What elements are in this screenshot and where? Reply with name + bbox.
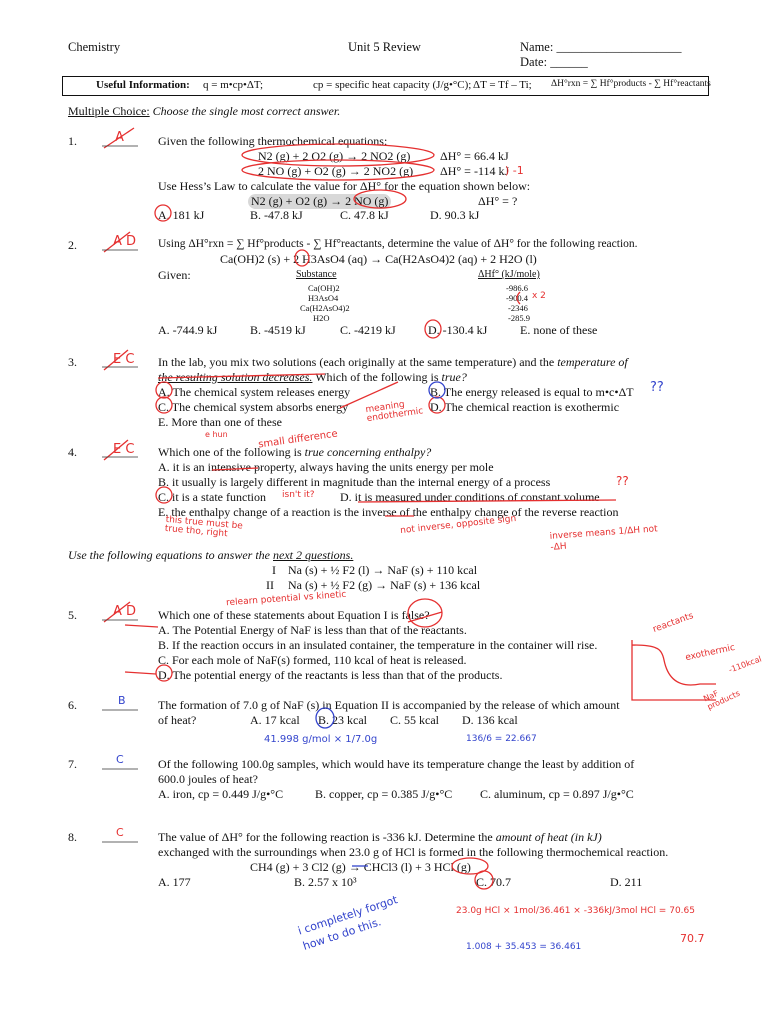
q3-choice-e[interactable]: E. More than one of these: [158, 415, 282, 429]
q6-choice-d[interactable]: D. 136 kcal: [462, 713, 518, 727]
q2-choice-d[interactable]: D. -130.4 kJ: [428, 323, 488, 337]
q4-stem-a: Which one of the following is: [158, 445, 302, 459]
q2-number: 2.: [68, 238, 77, 252]
q2-choice-e[interactable]: E. none of these: [520, 323, 598, 337]
q2-value-3: -2346: [508, 303, 528, 313]
q8-ink-calc: 23.0g HCl × 1mol/36.461 × -336kJ/3mol HCl = 70.65: [456, 906, 695, 916]
q7-choice-a[interactable]: A. iron, cp = 0.449 J/g•°C: [158, 787, 284, 801]
q5-a-arrow: [125, 625, 158, 627]
q4-answer-mark: E C: [113, 442, 135, 457]
q4-ink-isnt: isn't it?: [282, 490, 315, 500]
q1-number: 1.: [68, 134, 77, 148]
q3-number: 3.: [68, 355, 77, 369]
q1-hess: Use Hess’s Law to calculate the value for ΔH° for the equation shown below:: [158, 179, 531, 193]
q2-ink-x2: x 2: [532, 291, 546, 301]
q2-given: Given:: [158, 268, 191, 282]
mc-label: Multiple Choice:: [68, 104, 150, 118]
q5-choice-b[interactable]: B. If the reaction occurs in an insulated container, the temperature in the container will rise.: [158, 638, 598, 652]
q3-choice-d[interactable]: D. The chemical reaction is exothermic: [430, 400, 620, 414]
q6-stem2: of heat?: [158, 713, 197, 727]
q3-stem-e: true?: [441, 370, 467, 384]
useful-info-box: [62, 76, 709, 96]
q2-substance-4: H2O: [313, 313, 330, 323]
q8-choice-d[interactable]: D. 211: [610, 875, 643, 889]
q2-stem: Using ΔH°rxn = ∑ Hf°products - ∑ Hf°reactants, determine the value of ΔH° for the following reaction.: [158, 238, 638, 250]
q8-reaction: CH4 (g) + 3 Cl2 (g) → CHCl3 (l) + 3 HCl (g): [250, 860, 471, 874]
q4-choice-b[interactable]: B. it usually is largely different in magnitude than the internal energy of a process: [158, 475, 551, 489]
subject-title: Chemistry: [68, 40, 121, 54]
useful-info-label: Useful Information:: [96, 79, 190, 91]
q4-ink-inverse-means: inverse means 1/ΔH not -ΔH: [549, 524, 659, 553]
date-field[interactable]: Date: ______: [520, 55, 588, 69]
mc-instruction: Choose the single most correct answer.: [152, 104, 341, 118]
q7-stem2: 600.0 joules of heat?: [158, 772, 258, 786]
q2-substance-1: Ca(OH)2: [308, 283, 340, 293]
q1-eq2-dh: ΔH° = -114 kJ: [440, 164, 510, 178]
q4-ink-not-inverse: not inverse, opposite sign: [399, 513, 517, 537]
q6-choice-a[interactable]: A. 17 kcal: [250, 713, 300, 727]
q4-choice-d[interactable]: D. it is measured under conditions of constant volume: [340, 490, 600, 504]
q8-number: 8.: [68, 830, 77, 844]
q5-stem: [158, 608, 430, 623]
q2-value-1: -986.6: [506, 283, 528, 293]
q7-choice-b[interactable]: B. copper, cp = 0.385 J/g•°C: [315, 787, 453, 801]
eq-ii-label: II: [266, 578, 274, 592]
q5-diagram-exo: exothermic: [684, 642, 736, 664]
name-field[interactable]: Name: ____________________: [520, 40, 682, 54]
q4-ink-this-true: this true must be true tho, right: [164, 514, 244, 540]
q1-choice-a[interactable]: A. 181 kJ: [158, 208, 205, 222]
q1-choice-c[interactable]: C. 47.8 kJ: [340, 208, 389, 222]
q4-ink-small: small difference: [257, 428, 339, 451]
q1-target: N2 (g) + O2 (g) → 2 NO (g): [248, 194, 391, 209]
formula-q: q = m•cp•ΔT;: [203, 79, 264, 91]
next2-emph: next 2 questions.: [273, 548, 354, 562]
q5-choice-c[interactable]: C. For each mole of NaF(s) formed, 110 kcal of heat is released.: [158, 653, 467, 667]
q4-choice-e[interactable]: E. the enthalpy change of a reaction is the inverse of the enthalpy change of the reverse reaction: [158, 505, 619, 519]
q6-ink-work: 41.998 g/mol × 1/7.0g: [264, 734, 378, 745]
q1-target-dh: ΔH° = ?: [478, 194, 518, 208]
q7-number: 7.: [68, 757, 77, 771]
q8-choice-c[interactable]: C. 70.7: [476, 875, 512, 889]
q6-stem: The formation of 7.0 g of NaF (s) in Equation II is accompanied by the release of which amount: [158, 698, 620, 712]
mc-heading: [68, 104, 340, 119]
q5-stem-a: Which one of these statements about Equation I is: [158, 608, 399, 622]
q1-answer-mark: A: [115, 130, 124, 145]
q2-substance-2: H3AsO4: [308, 293, 339, 303]
q5-choice-d[interactable]: D. The potential energy of the reactants is less than that of the products.: [158, 668, 503, 682]
q1-ink-eq2: ) -1: [505, 164, 524, 177]
q8-choice-a[interactable]: A. 177: [158, 875, 191, 889]
q1-eq2: 2 NO (g) + O2 (g) → 2 NO2 (g): [258, 164, 414, 178]
q2-substance-3: Ca(H2AsO4)2: [300, 303, 350, 313]
q2-col-hf: ΔHf° (kJ/mole): [478, 269, 540, 280]
q4-ink-qq: ??: [616, 474, 629, 488]
q3-choice-c[interactable]: C. The chemical system absorbs energy: [158, 400, 349, 414]
q2-value-4: -285.9: [508, 313, 530, 323]
unit-title: Unit 5 Review: [348, 40, 421, 54]
q3-choice-b[interactable]: B. The energy released is equal to m•c•ΔT: [430, 385, 634, 399]
next2-text: Use the following equations to answer the: [68, 548, 270, 562]
q2-choice-a[interactable]: A. -744.9 kJ: [158, 323, 218, 337]
q8-stem-b: amount of heat (in kJ): [495, 830, 602, 844]
q3-stem-a: In the lab, you mix two solutions (each originally at the same temperature) and the: [158, 355, 555, 369]
q5-diagram-products: NaF products: [702, 688, 742, 712]
q1-eq1: N2 (g) + 2 O2 (g) → 2 NO2 (g): [258, 149, 411, 163]
q8-ink-forgot: i completely forgot how to do this.: [296, 893, 400, 953]
q3-answer-mark: E C: [113, 352, 135, 367]
q2-answer-mark: A D: [113, 234, 137, 249]
q6-ink-work2: 136/6 = 22.667: [466, 734, 537, 744]
q8-answer-mark: C: [116, 826, 124, 839]
eq-ii: Na (s) + ½ F2 (g) → NaF (s) + 136 kcal: [288, 578, 481, 592]
q2-col-substance: Substance: [296, 269, 337, 280]
q7-choice-c[interactable]: C. aluminum, cp = 0.897 J/g•°C: [480, 787, 634, 801]
q7-answer-mark: C: [116, 753, 124, 766]
q1-stem: Given the following thermochemical equations:: [158, 134, 388, 148]
q2-choice-c[interactable]: C. -4219 kJ: [340, 323, 396, 337]
q4-choice-a[interactable]: A. it is an intensive property, always having the units energy per mole: [158, 460, 494, 474]
q2-reaction: Ca(OH)2 (s) + 2 H3AsO4 (aq) → Ca(H2AsO4)2 (aq) + 2 H2O (l): [220, 252, 537, 266]
q8-stem2: exchanged with the surroundings when 23.0 g of HCl is formed in the following thermochemical reaction.: [158, 845, 669, 859]
q8-stem-a: The value of ΔH° for the following reaction is -336 kJ. Determine the: [158, 830, 493, 844]
q5-number: 5.: [68, 608, 77, 622]
q8-stem-line1: [158, 830, 602, 845]
q1-eq1-dh: ΔH° = 66.4 kJ: [440, 149, 509, 163]
q4-number: 4.: [68, 445, 77, 459]
formula-dt: ΔT = Tf – Ti;: [473, 79, 532, 91]
q1-choice-b[interactable]: B. -47.8 kJ: [250, 208, 303, 222]
q5-diagram-heat: -110kcal: [727, 654, 763, 675]
q7-stem: Of the following 100.0g samples, which would have its temperature change the least by addition of: [158, 757, 635, 771]
q3-ink-qq: ??: [650, 380, 664, 395]
q8-choice-b[interactable]: B. 2.57 x 10³: [294, 875, 357, 889]
eq-i-label: I: [272, 563, 276, 577]
q4-stem-b: true concerning enthalpy?: [304, 445, 432, 459]
q5-choice-a[interactable]: A. The Potential Energy of NaF is less than that of the reactants.: [158, 623, 467, 637]
q6-choice-c[interactable]: C. 55 kcal: [390, 713, 439, 727]
q3-stem-d: Which of the following is: [315, 370, 439, 384]
q5-ink-note: relearn potential vs kinetic: [225, 589, 347, 609]
q6-number: 6.: [68, 698, 77, 712]
q5-stem-b: false?: [401, 608, 430, 622]
q6-answer-mark: B: [118, 694, 126, 707]
q8-ink-result: 70.7: [680, 932, 705, 945]
formula-cp: cp = specific heat capacity (J/g•°C);: [313, 79, 472, 91]
q4-choice-c[interactable]: C. it is a state function: [158, 490, 266, 504]
q3-stem-b: temperature of: [557, 355, 628, 369]
q2-value-2: -900.4: [506, 293, 528, 303]
formula-dh: ΔH°rxn = ∑ Hf°products - ∑ Hf°reactants: [551, 79, 711, 89]
q3-stem-line1: [158, 355, 628, 370]
q6-choice-b[interactable]: B. 23 kcal: [318, 713, 367, 727]
q2-choice-b[interactable]: B. -4519 kJ: [250, 323, 306, 337]
q3-choice-a[interactable]: A. The chemical system releases energy: [158, 385, 351, 399]
q1-choice-d[interactable]: D. 90.3 kJ: [430, 208, 480, 222]
q3-stem-line2: [158, 370, 467, 385]
q5-diagram-reactants: reactants: [651, 611, 695, 635]
q4-ink-extensive: e hun: [205, 430, 228, 439]
eq-i: Na (s) + ½ F2 (l) → NaF (s) + 110 kcal: [288, 563, 478, 577]
next2-intro: [68, 548, 353, 563]
q8-ink-molar: 1.008 + 35.453 = 36.461: [466, 942, 582, 952]
q4-stem: [158, 445, 431, 460]
q3-ink-meaning: meaning endothermic: [364, 399, 424, 425]
q5-d-arrow: [125, 672, 156, 674]
q5-answer-mark: A D: [113, 604, 137, 619]
q3-stem-c: the resulting solution decreases.: [158, 370, 313, 384]
